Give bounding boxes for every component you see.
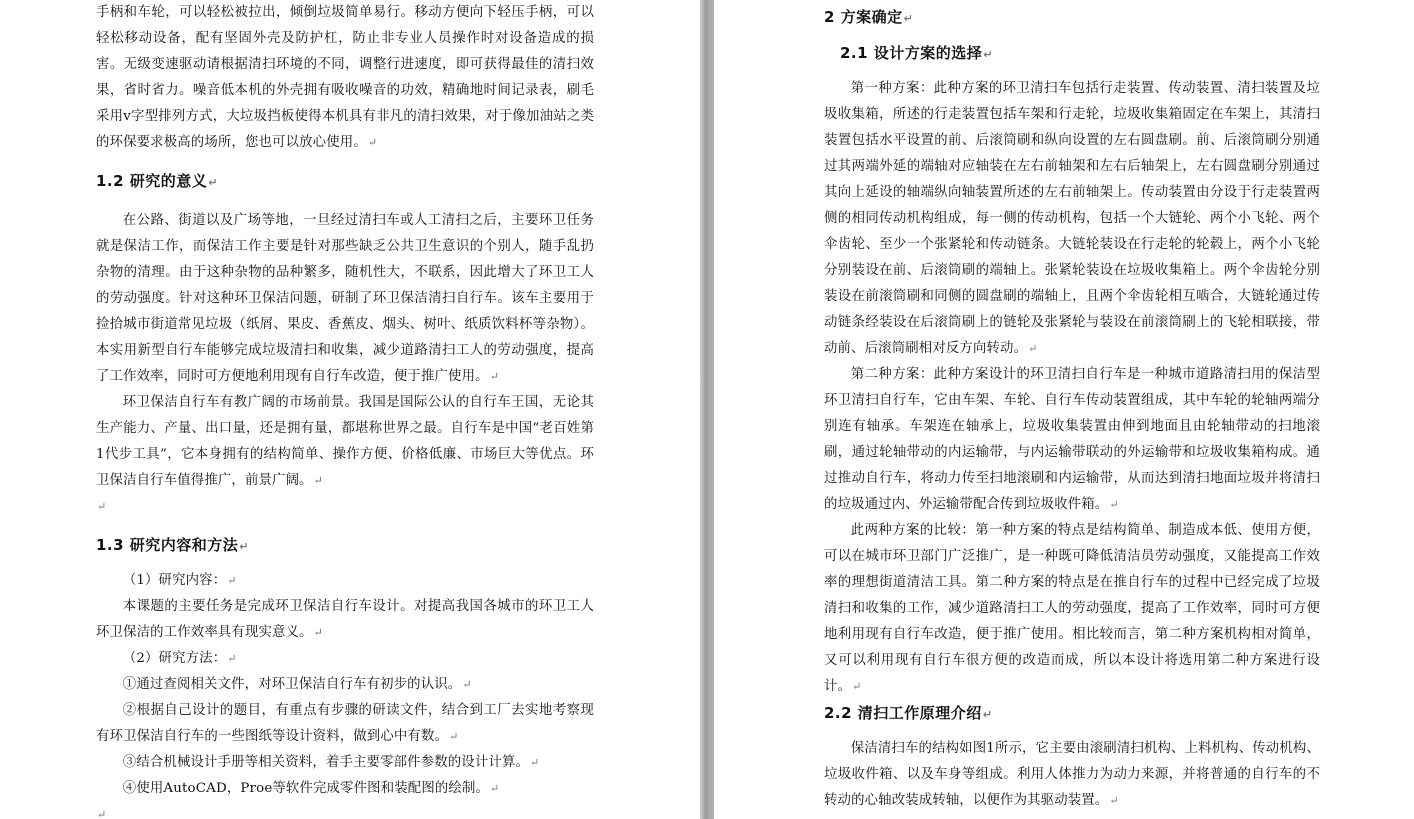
paragraph-compare: 此两种方案的比较：第一种方案的特点是结构简单、制造成本低、使用方便，可以在城市环卫部门广泛推广，是一种既可降低清洁员劳动强度，又能提高工作效率的理想街道清洁工具。第二种方案的特点是在推自行车的过程中已经完成了垃圾清扫和收集的工作，减少道路清扫工人的劳动强度，提高了工作效率，同时可方便地利用现有自行车改造，便于推广使用。相比较而言，第二种方案机构相对简单，又可以利用现有自行车很方便的改造而成，所以本设计将选用第二种方案进行设计。↵ <box>824 523 1320 694</box>
paragraph-mark-icon: ↵ <box>208 176 219 189</box>
document-page-right <box>714 0 1414 819</box>
paragraph-mark-icon: ↵ <box>313 474 324 487</box>
paragraph-mark-icon: ↵ <box>1109 498 1119 511</box>
paragraph-mark-icon: ↵ <box>982 708 993 721</box>
paragraph-mark-icon: ↵ <box>530 756 540 769</box>
research-method-2: ②根据自己设计的题目，有重点有步骤的研读文件，结合到工厂去实地考察现有环卫保洁自行车的一些图纸等设计资料，做到心中有数。↵ <box>96 703 594 744</box>
research-content-text: 本课题的主要任务是完成环卫保洁自行车设计。对提高我国各城市的环卫工人环卫保洁的工作效率具有现实意义。↵ <box>96 599 594 640</box>
paragraph-mark-icon: ↵ <box>983 48 994 61</box>
empty-paragraph <box>96 802 594 819</box>
research-method-3: ③结合机械设计手册等相关资料，着手主要零部件参数的设计计算。↵ <box>122 755 540 770</box>
paragraph-mark-icon: ↵ <box>227 574 237 587</box>
paragraph-mark-icon: ↵ <box>239 540 250 553</box>
paragraph-plan-1: 第一种方案：此种方案的环卫清扫车包括行走装置、传动装置、清扫装置及垃圾收集箱，所述的行走装置包括车架和行走轮，垃圾收集箱固定在车架上，其清扫装置包括水平设置的前、后滚筒刷和纵向设置的左右圆盘刷。前、后滚筒刷分别通过其两端外延的端轴对应轴装在左右前轴架和左右后轴架上，左右圆盘刷分别通过其向上延设的轴端纵向轴装置所述的左右前轴架上。传动装置由分设于行走装置两侧的相同传动机构组成，每一侧的传动机构，包括一个大链轮、两个小飞轮、两个伞齿轮、至少一个张紧轮和传动链条。大链轮装设在行走轮的轮毂上，两个小飞轮分别装设在前、后滚筒刷的端轴上。张紧轮装设在垃圾收集箱上。两个伞齿轮分别装设在前滚筒刷和同侧的圆盘刷的端轴上，且两个伞齿轮相互啮合，大链轮通过传动链条经装设在后滚筒刷上的链轮及张紧轮与装设在前滚筒刷上的飞轮相联接，带动前、后滚筒刷相对反方向转动。↵ <box>824 81 1320 356</box>
empty-paragraph <box>96 494 594 520</box>
research-method-label: （2）研究方法：↵ <box>122 651 237 666</box>
paragraph-mark-icon: ↵ <box>367 136 378 149</box>
paragraph-mark-icon: ↵ <box>313 626 324 639</box>
heading-1-3: 1.3 研究内容和方法↵ <box>96 536 250 554</box>
paragraph-mark-icon: ↵ <box>852 680 862 693</box>
paragraph-mark-icon: ↵ <box>489 370 500 383</box>
paragraph-mark-icon: ↵ <box>1028 342 1038 355</box>
paragraph-intro: 手柄和车轮，可以轻松被拉出，倾倒垃圾简单易行。移动方便向下轻压手柄，可以轻松移动设备，配有坚固外壳及防护杠，防止非专业人员操作时对设备造成的损害。无级变速驱动请根据清扫环境的不同，调整行进速度，即可获得最佳的清扫效果，省时省力。噪音低本机的外壳拥有吸收噪音的功效，精确地时间记录表，刷毛采用v字型排列方式，大垃圾挡板使得本机具有非凡的清扫效果，对于像加油站之类的环保要求极高的场所，您也可以放心使用。↵ <box>96 5 594 150</box>
document-page-left <box>0 0 702 819</box>
page-gutter <box>700 0 714 819</box>
page-body <box>96 0 594 819</box>
research-method-1: ①通过查阅相关文件，对环卫保洁自行车有初步的认识。↵ <box>122 677 472 692</box>
paragraph-principle: 保洁清扫车的结构如图1所示，它主要由滚刷清扫机构、上料机构、传动机构、垃圾收件箱、以及车身等组成。利用人体推力为动力来源，并将普通的自行车的不转动的心轴改装成转轴，以便作为其驱动装置。↵ <box>824 741 1320 808</box>
paragraph-mark-icon: ↵ <box>227 652 237 665</box>
paragraph-mark-icon: ↵ <box>490 782 500 795</box>
research-method-4: ④使用AutoCAD，Proe等软件完成零件图和装配图的绘制。↵ <box>122 781 500 796</box>
heading-2-1: 2.1 设计方案的选择↵ <box>840 44 994 62</box>
heading-2: 2 方案确定↵ <box>824 8 914 26</box>
research-content-label: （1）研究内容：↵ <box>122 573 237 588</box>
paragraph-mark-icon: ↵ <box>97 808 107 819</box>
heading-1-2: 1.2 研究的意义↵ <box>96 172 219 190</box>
page-body <box>824 0 1320 814</box>
paragraph-mark-icon: ↵ <box>1109 794 1119 807</box>
paragraph-mark-icon: ↵ <box>97 500 107 513</box>
paragraph-plan-2: 第二种方案：此种方案设计的环卫清扫自行车是一种城市道路清扫用的保洁型环卫清扫自行车，它由车架、车轮、自行车传动装置组成，其中车轮的轮轴两端分别连有轴承。车架连在轴承上，垃圾收集装置由伸到地面且由轮轴带动的扫地滚刷，通过轮轴带动的内运输带，与内运输带联动的外运输带和垃圾收集箱构成。通过推动自行车，将动力传至扫地滚刷和内运输带，从而达到清扫地面垃圾并将清扫的垃圾通过内、外运输带配合传到垃圾收件箱。↵ <box>824 367 1320 512</box>
paragraph-significance-b: 环卫保洁自行车有教广阔的市场前景。我国是国际公认的自行车王国，无论其生产能力、产量、出口量，还是拥有量，都堪称世界之最。自行车是中国“老百姓第1代步工具”，它本身拥有的结构简单、操作方便、价格低廉、市场巨大等优点。环卫保洁自行车值得推广，前景广阔。↵ <box>96 395 594 488</box>
paragraph-mark-icon: ↵ <box>449 730 459 743</box>
paragraph-mark-icon: ↵ <box>462 678 472 691</box>
paragraph-mark-icon: ↵ <box>903 12 914 25</box>
paragraph-significance-a: 在公路、街道以及广场等地，一旦经过清扫车或人工清扫之后，主要环卫任务就是保洁工作，而保洁工作主要是针对那些缺乏公共卫生意识的个别人，随手乱扔杂物的清理。由于这种杂物的品种繁多，随机性大，不联系，因此增大了环卫工人的劳动强度。针对这种环卫保洁问题，研制了环卫保洁清扫自行车。该车主要用于捡拾城市街道常见垃圾（纸屑、果皮、香蕉皮、烟头、树叶、纸质饮料杯等杂物）。本实用新型自行车能够完成垃圾清扫和收集，减少道路清扫工人的劳动强度，提高了工作效率，同时可方便地利用现有自行车改造，便于推广使用。↵ <box>96 213 594 384</box>
heading-2-2: 2.2 清扫工作原理介绍↵ <box>824 704 993 722</box>
